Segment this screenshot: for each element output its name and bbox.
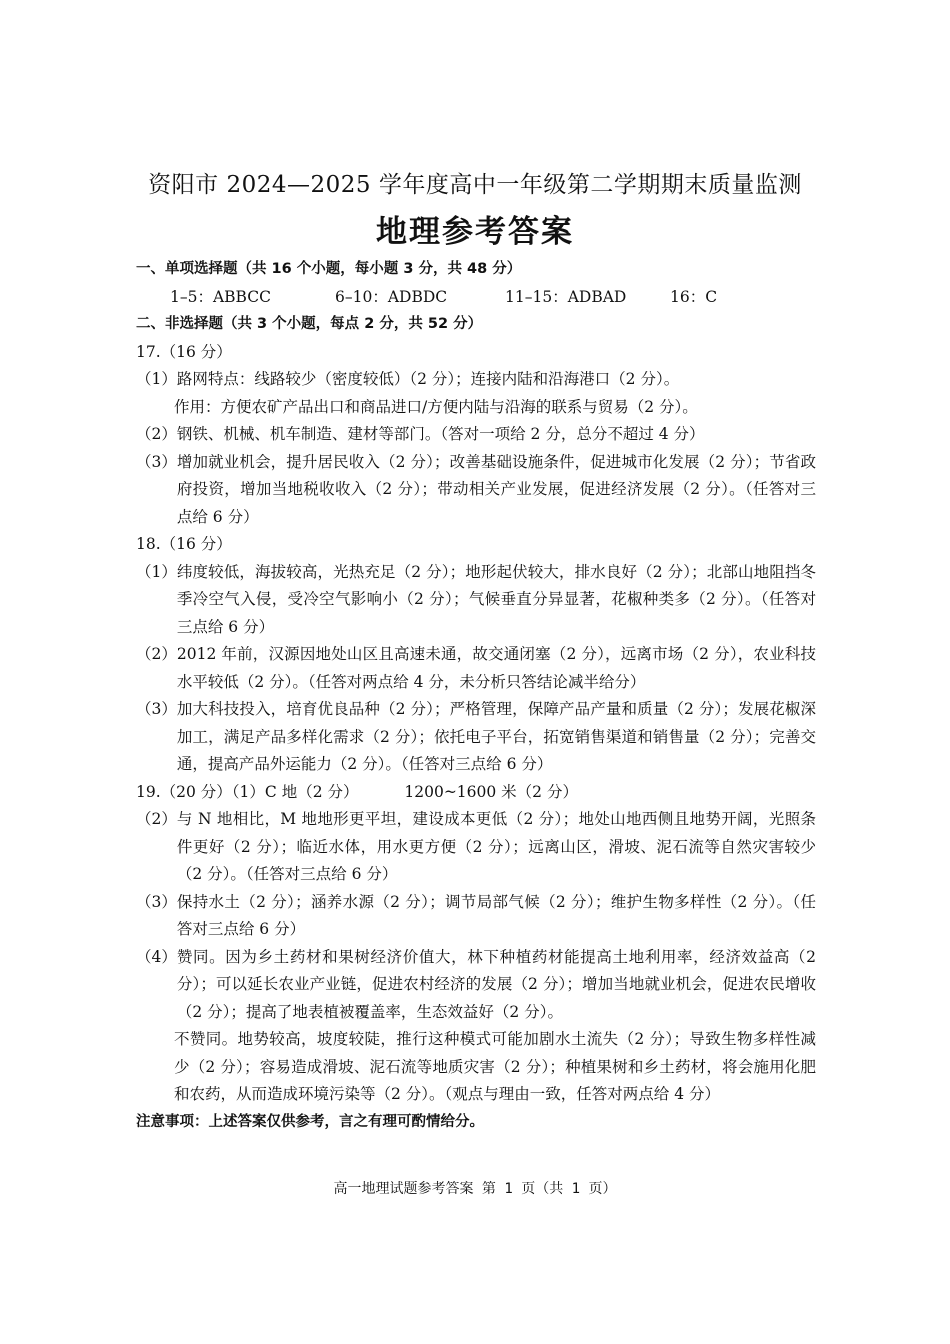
q18-part2-number: （2） [136,645,177,663]
q18-part1-number: （1） [136,562,177,581]
q18-part1-text: 纬度较低，海拔较高，光热充足（2 分）；地形起伏较大，排水良好（2 分）；北部山地阻挡冬季冷空气入侵，受冷空气影响小（2 分）；气候垂直分异显著，花椒种类多（2 分）。（任答对三点给 6 分） [176,562,816,636]
section1-answers [136,284,816,312]
answer-group-1: 1–5：ABBCC [170,287,271,306]
q19-part4-text: 赞同。因为乡土药材和果树经济价值大，林下种植药材能提高土地利用率，经济效益高（2 分）；可以延长农业产业链，促进农村经济的发展（2 分）；增加当地就业机会，促进农民增收（2 分）；提高了地表植被覆盖率，生态效益好（2 分）。 [176,947,816,1021]
q17-part3-number: （3） [136,452,177,471]
q19-title: 19.（20 分）（1）C 地（2 分） [136,782,359,801]
q19-part3-text: 保持水土（2 分）；涵养水源（2 分）；调节局部气候（2 分）；维护生物多样性（2 分）。（任答对三点给 6 分） [176,892,816,938]
q17-part2 [136,421,816,449]
q17-part1-extra-text: 作用：方便农矿产品出口和商品进口/方便内陆与沿海的联系与贸易（2 分）。 [174,397,698,416]
q19-part1-answer: 1200~1600 米（2 分） [404,782,578,801]
section2-heading: 二、非选择题（共 3 个小题，每点 2 分，共 52 分） [136,316,483,332]
q19-part4-alt-text: 不赞同。地势较高，坡度较陡，推行这种模式可能加剧水土流失（2 分）；导致生物多样性减少（2 分）；容易造成滑坡、泥石流等地质灾害（2 分）；种植果树和乡土药材，将会施用化肥和农药，从而造成环境污染等（2 分）。（观点与理由一致，任答对两点给 4 分） [174,1030,816,1103]
page-footer: 高一地理试题参考答案 第 1 页（共 1 页） [333,1181,617,1197]
q18-part3-text: 加大科技投入，培育优良品种（2 分）；严格管理，保障产品产量和质量（2 分）；发展花椒深加工，满足产品多样化需求（2 分）；依托电子平台，拓宽销售渠道和销售量（2 分）；完善交通，提高产品外运能力（2 分）。（任答对三点给 6 分） [176,700,816,773]
q18-part2 [136,641,816,696]
answer-group-4: 16：C [670,287,718,306]
q19-part4 [136,944,816,1027]
grading-note: 注意事项：上述答案仅供参考，言之有理可酌情给分。 [136,1113,484,1130]
q18-part2-text: 2012 年前，汉源因地处山区且高速未通，故交通闭塞（2 分），远离市场（2 分），农业科技水平较低（2 分）。（任答对两点给 4 分，未分析只答结论减半给分） [176,645,816,691]
q19-part3 [136,889,816,944]
document-title: 资阳市 2024—2025 学年度高中一年级第二学期期末质量监测 [148,172,802,198]
q19-title-line [136,779,816,807]
q18-part1 [136,559,816,642]
answer-group-2: 6–10：ADBDC [335,287,448,306]
q17-title: 17.（16 分） [136,342,232,361]
q17-part1 [136,366,816,394]
q19-part2-number: （2） [136,810,177,828]
q17-part2-text: 钢铁、机械、机车制造、建材等部门。（答对一项给 2 分，总分不超过 4 分） [176,425,705,443]
q17-part2-number: （2） [136,425,177,443]
q17-part1-extra [136,394,816,422]
document-subtitle: 地理参考答案 [376,214,574,250]
q19-part2-text: 与 N 地相比，M 地地形更平坦，建设成本更低（2 分）；地处山地西侧且地势开阔，光照条件更好（2 分）；临近水体，用水更方便（2 分）；远离山区，滑坡、泥石流等自然灾害较少（2 分）。（任答对三点给 6 分） [176,810,816,883]
q19-part2 [136,806,816,889]
q18-part3-number: （3） [136,700,177,718]
answer-content [136,256,816,1136]
q17-part3 [136,449,816,532]
q19-part4-alt [136,1026,816,1109]
q17-part1-text: 路网特点：线路较少（密度较低）（2 分）；连接内陆和沿海港口（2 分）。 [176,370,680,388]
q17-part3-text: 增加就业机会，提升居民收入（2 分）；改善基础设施条件，促进城市化发展（2 分）；节省政府投资，增加当地税收收入（2 分）；带动相关产业发展，促进经济发展（2 分）。（任答对三点给 6 分） [176,452,816,526]
q18-part3 [136,696,816,779]
q17-part1-number: （1） [136,370,177,388]
answer-group-3: 11–15：ADBAD [505,287,627,306]
q18-title: 18.（16 分） [136,535,232,553]
q19-part4-number: （4） [136,947,177,966]
section1-heading: 一、单项选择题（共 16 个小题，每小题 3 分，共 48 分） [136,261,522,277]
q19-part3-number: （3） [136,892,177,911]
